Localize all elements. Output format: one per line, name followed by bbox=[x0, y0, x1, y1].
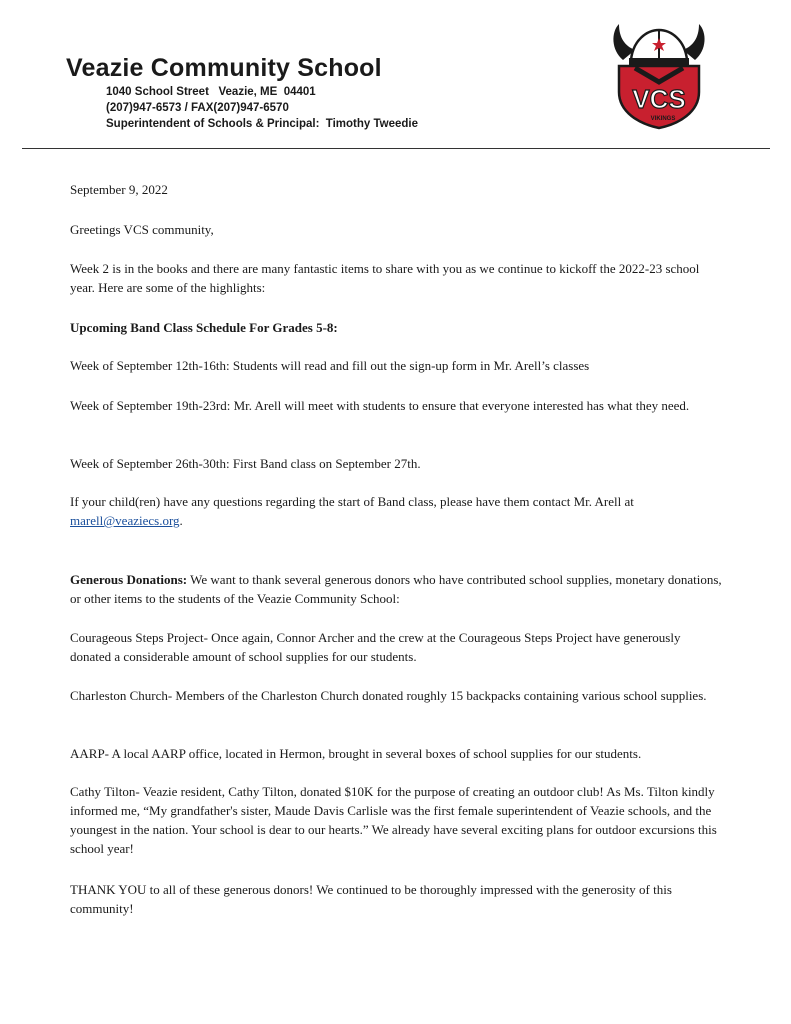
band-week-1: Week of September 12th-16th: Students will read and fill out the sign-up form in Mr. Arell’s classes bbox=[70, 358, 590, 373]
school-phone-fax: (207)947-6573 / FAX(207)947-6570 bbox=[106, 102, 289, 114]
band-contact-end: . bbox=[179, 513, 183, 528]
band-contact-text: If your child(ren) have any questions regarding the start of Band class, please have them contact Mr. Arell at bbox=[70, 494, 634, 509]
donor-courageous-steps: Courageous Steps Project- Once again, Connor Archer and the crew at the Courageous Steps Project have generously donated a considerable amount of school supplies for our students. bbox=[70, 630, 681, 664]
donor-aarp: AARP- A local AARP office, located in Hermon, brought in several boxes of school supplies for our students. bbox=[70, 746, 642, 761]
logo-ribbon-text: VIKINGS bbox=[650, 116, 676, 122]
band-schedule-heading: Upcoming Band Class Schedule For Grades 5-8: bbox=[70, 320, 338, 335]
school-address: 1040 School Street Veazie, ME 04401 bbox=[106, 86, 316, 98]
letter-greeting: Greetings VCS community, bbox=[70, 222, 214, 237]
donor-cathy-tilton: Cathy Tilton- Veazie resident, Cathy Tilton, donated $10K for the purpose of creating an outdoor club! As Ms. Tilton kindly informed me, “My grandfather's sister, Maude Davis Carlisle was the first female superintendent of Veazie schools, and the youngest in the nation. Your school is dear to our hearts.” We already have several exciting plans for outdoor excursions this school year! bbox=[70, 784, 717, 856]
school-name: Veazie Community School bbox=[66, 54, 382, 82]
band-contact-email-link[interactable]: marell@veaziecs.org bbox=[70, 513, 180, 528]
band-contact-paragraph bbox=[70, 492, 722, 530]
donations-paragraph bbox=[70, 570, 722, 608]
donations-intro: We want to thank several generous donors who have contributed school supplies, monetary donations, or other items to the students of the Veazie Community School: bbox=[70, 572, 722, 606]
header-divider bbox=[22, 148, 770, 149]
letter-intro: Week 2 is in the books and there are many fantastic items to share with you as we continue to kickoff the 2022-23 school year. Here are some of the highlights: bbox=[70, 261, 700, 295]
band-week-3: Week of September 26th-30th: First Band class on September 27th. bbox=[70, 456, 421, 471]
donations-heading: Generous Donations: bbox=[70, 572, 188, 587]
band-week-2: Week of September 19th-23rd: Mr. Arell will meet with students to ensure that everyone interested has what they need. bbox=[70, 398, 690, 413]
superintendent-line: Superintendent of Schools & Principal: Timothy Tweedie bbox=[106, 118, 419, 130]
logo-text: VCS bbox=[632, 84, 686, 114]
letter-date: September 9, 2022 bbox=[70, 182, 168, 197]
thank-you-paragraph: THANK YOU to all of these generous donors! We continued to be thoroughly impressed with the generosity of this community! bbox=[70, 882, 672, 916]
donor-charleston-church: Charleston Church- Members of the Charleston Church donated roughly 15 backpacks containing various school supplies. bbox=[70, 688, 707, 703]
vcs-viking-logo bbox=[605, 20, 713, 130]
